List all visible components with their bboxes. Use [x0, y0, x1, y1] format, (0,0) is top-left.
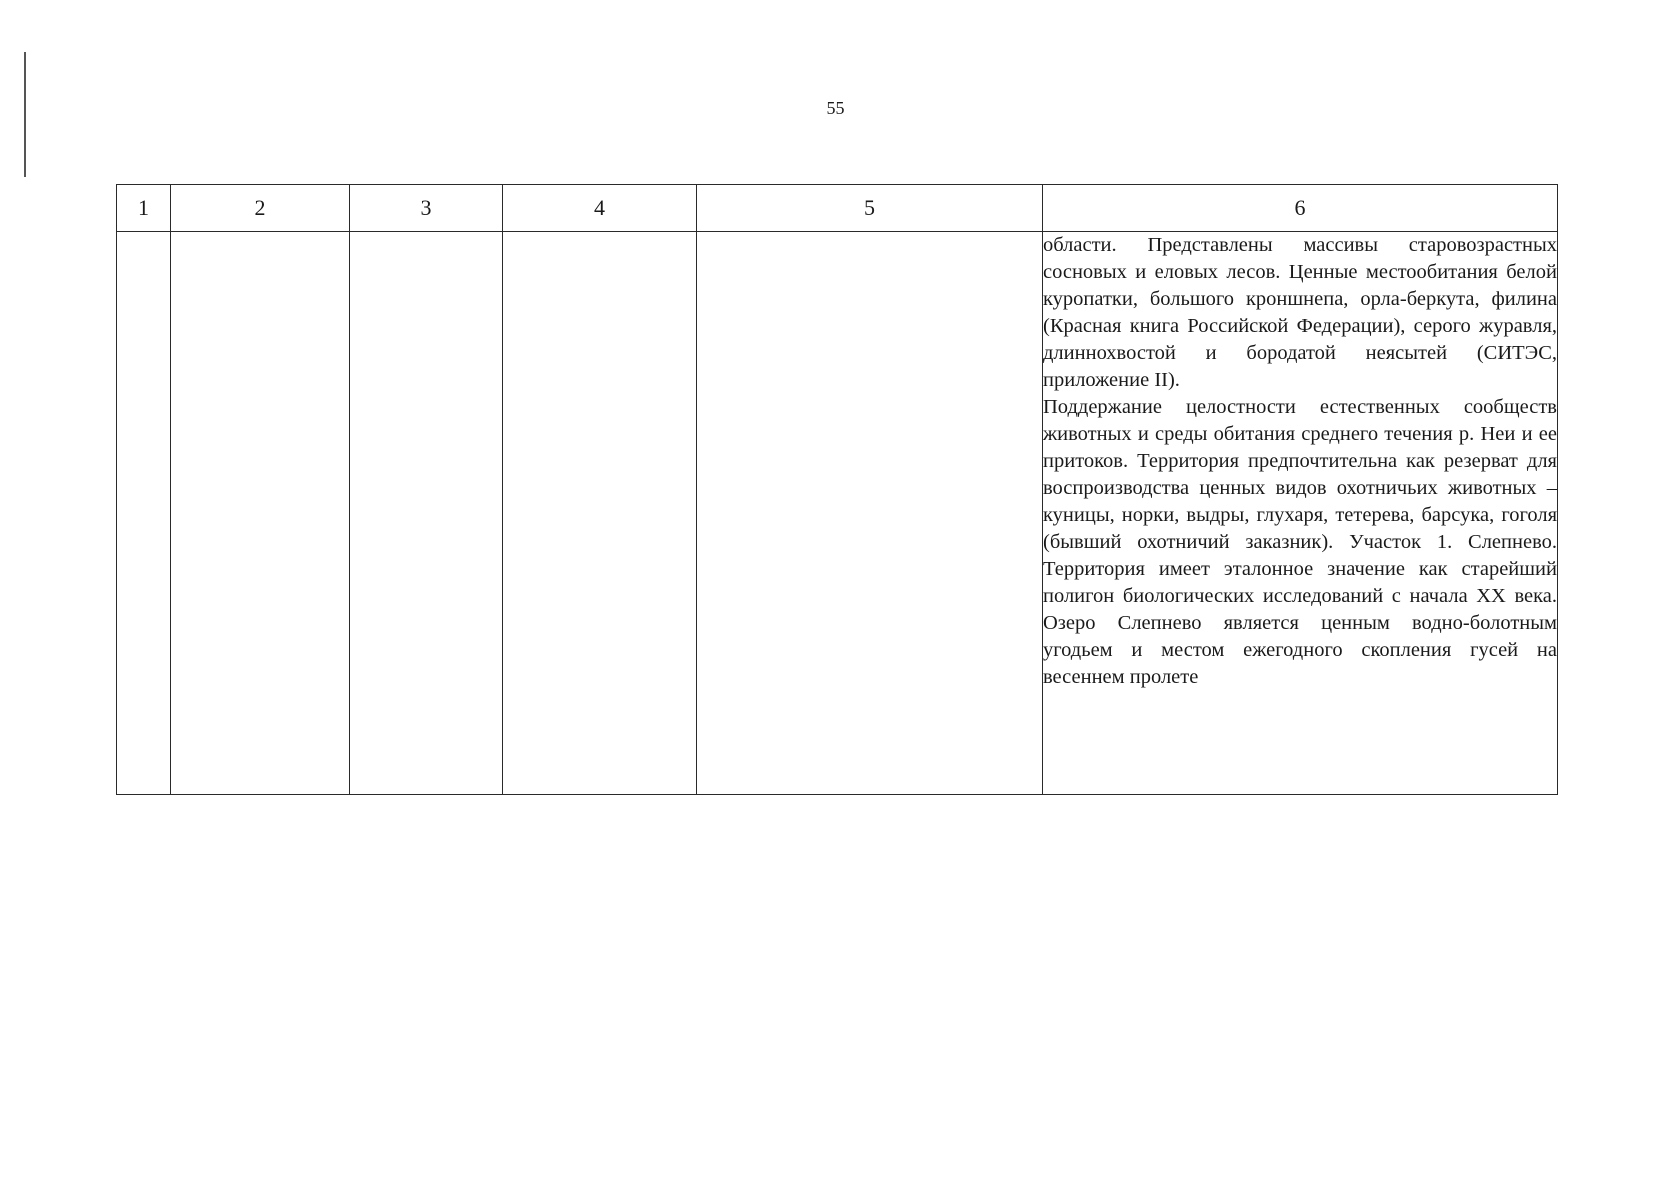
column-header-5: 5	[697, 185, 1043, 232]
cell-paragraph-2: Поддержание целостности естественных сообществ животных и среды обитания среднего течения р. Неи и ее притоков. Территория предпочтительна как резерват для воспроизводства ценных видов охотничьих животных – куницы, норки, выдры, глухаря, тетерева, барсука, гоголя (бывший охотничий заказник). Участок 1. Слепнево. Территория имеет эталонное значение как старейший полигон биологических исследований с начала XX века. Озеро Слепнево является ценным водно-болотным угодьем и местом ежегодного скопления гусей на весеннем пролете	[1043, 396, 1557, 688]
document-table	[116, 184, 1558, 795]
table-header-row	[117, 185, 1558, 232]
column-header-6: 6	[1043, 185, 1558, 232]
column-header-4: 4	[503, 185, 697, 232]
column-header-2: 2	[171, 185, 350, 232]
cell-col-2	[171, 232, 350, 795]
cell-col-1	[117, 232, 171, 795]
cell-col-5	[697, 232, 1043, 795]
cell-col-3	[350, 232, 503, 795]
column-header-1: 1	[117, 185, 171, 232]
cell-paragraph-1: области. Представлены массивы старовозрастных сосновых и еловых лесов. Ценные местообитания белой куропатки, большого кроншнепа, орла-беркута, филина (Красная книга Российской Федерации), серого журавля, длиннохвостой и бородатой неясытей (СИТЭС, приложение II).	[1043, 234, 1557, 391]
column-header-3: 3	[350, 185, 503, 232]
cell-col-4	[503, 232, 697, 795]
table-row	[117, 232, 1558, 795]
cell-col-6	[1043, 232, 1558, 795]
page-number: 55	[826, 98, 845, 118]
